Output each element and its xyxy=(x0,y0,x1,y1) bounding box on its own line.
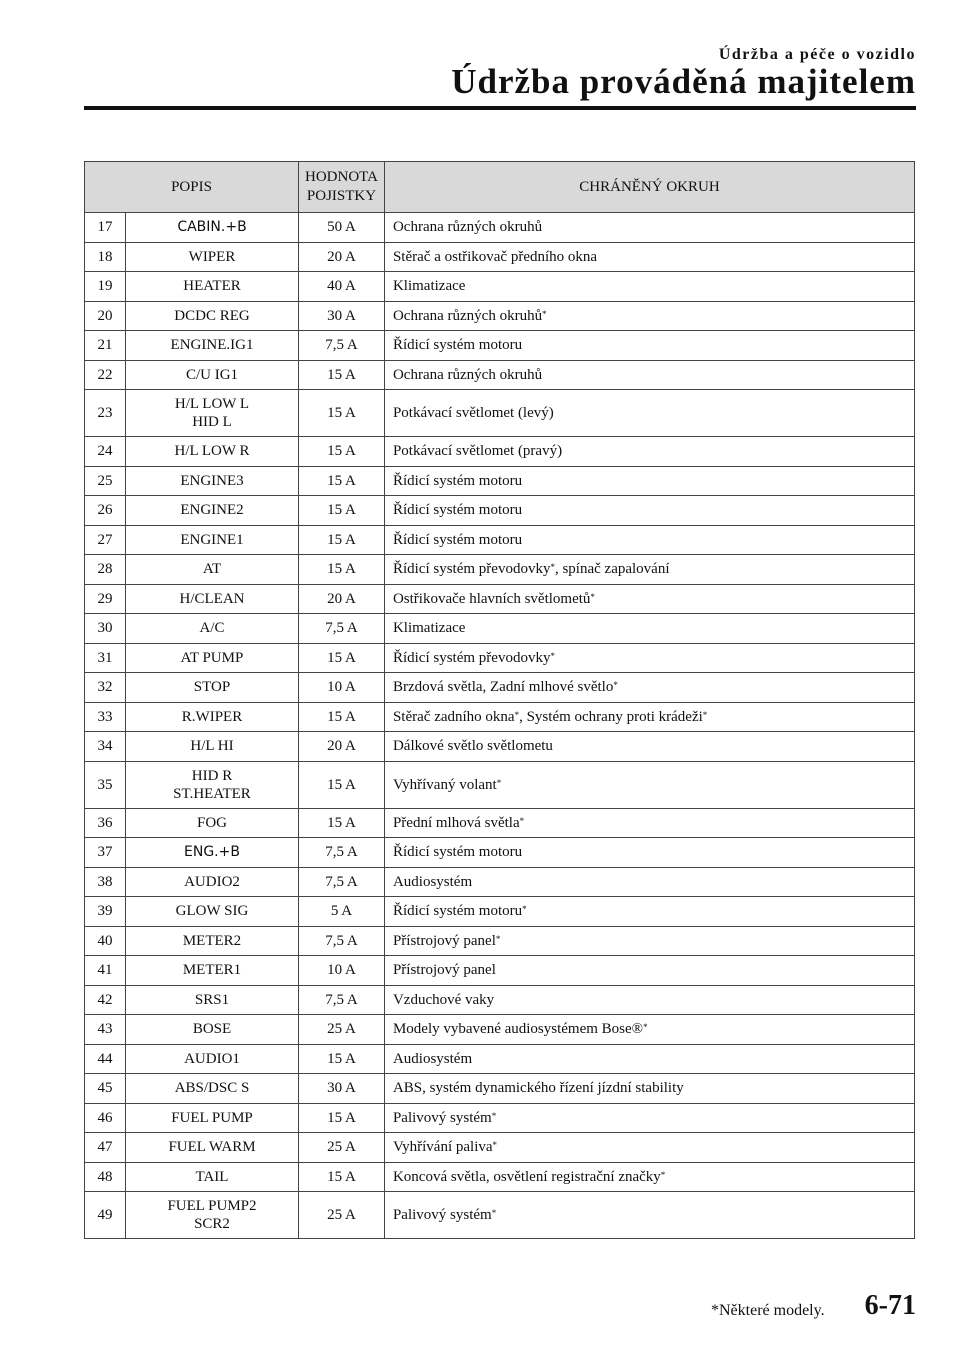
fuse-name: AT PUMP xyxy=(180,649,244,666)
circuit-text: Řídicí systém motoru xyxy=(392,844,523,861)
circuit-text: Audiosystém xyxy=(392,1050,473,1067)
fuse-name: GLOW SIG xyxy=(175,903,249,920)
fuse-name: HEATER xyxy=(183,278,241,295)
fuse-name: TAIL xyxy=(195,1168,229,1185)
protected-circuit-cell xyxy=(384,1015,914,1045)
protected-circuit-cell xyxy=(384,643,914,673)
table-row xyxy=(85,897,915,927)
fuse-rating-cell: 25 A xyxy=(299,1192,385,1239)
fuse-rating-cell: 15 A xyxy=(299,808,385,838)
fuse-name: METER1 xyxy=(182,962,242,979)
page-number: 6-71 xyxy=(864,1290,916,1321)
header-rule xyxy=(84,106,916,110)
protected-circuit-cell xyxy=(384,673,914,703)
fuse-description-cell xyxy=(126,838,299,868)
circuit-text: Přední mlhová světla xyxy=(392,814,520,831)
table-row xyxy=(85,956,915,986)
fuse-rating-cell: 7,5 A xyxy=(299,331,385,361)
table-row xyxy=(85,213,915,243)
protected-circuit-cell xyxy=(384,584,914,614)
table-row xyxy=(85,761,915,808)
fuse-rating-cell: 40 A xyxy=(299,272,385,302)
protected-circuit-cell xyxy=(384,1103,914,1133)
table-row xyxy=(85,702,915,732)
circuit-text: Klimatizace xyxy=(392,278,466,295)
circuit-text: Klimatizace xyxy=(392,620,466,637)
fuse-description-cell xyxy=(126,301,299,331)
column-header-circuit: CHRÁNĚNÝ OKRUH xyxy=(384,162,914,213)
fuse-description-cell xyxy=(126,1162,299,1192)
fuse-rating-cell: 15 A xyxy=(299,555,385,585)
fuse-number-cell: 42 xyxy=(85,985,126,1015)
fuse-description-cell xyxy=(126,466,299,496)
fuse-name: ENGINE2 xyxy=(180,502,244,519)
protected-circuit-cell xyxy=(384,1044,914,1074)
fuse-description-cell xyxy=(126,1133,299,1163)
fuse-description-cell xyxy=(126,496,299,526)
fuse-number-cell: 32 xyxy=(85,673,126,703)
circuit-text: ABS, systém dynamického řízení jízdní stability xyxy=(392,1080,684,1097)
fuse-rating-cell: 15 A xyxy=(299,525,385,555)
column-header-rating: HODNOTA POJISTKY xyxy=(299,162,385,213)
some-models-asterisk: * xyxy=(643,1022,648,1033)
protected-circuit-cell xyxy=(384,732,914,762)
page-title: Údržba prováděná majitelem xyxy=(451,62,916,101)
circuit-text: Řídicí systém motoru xyxy=(392,337,523,354)
fuse-number-cell: 35 xyxy=(85,761,126,808)
table-row xyxy=(85,1103,915,1133)
fuse-rating-cell: 20 A xyxy=(299,584,385,614)
protected-circuit-cell xyxy=(384,1192,914,1239)
table-row xyxy=(85,525,915,555)
fuse-name: SRS1 xyxy=(194,991,230,1008)
circuit-text: Ochrana různých okruhů xyxy=(392,219,543,236)
fuse-number-cell: 38 xyxy=(85,867,126,897)
fuse-description-cell xyxy=(126,437,299,467)
fuse-rating-cell: 15 A xyxy=(299,1162,385,1192)
protected-circuit-cell xyxy=(384,985,914,1015)
fuse-name: ENG.+B xyxy=(184,844,240,861)
fuse-name: CABIN.+B xyxy=(177,219,247,236)
table-row xyxy=(85,272,915,302)
fuse-rating-cell: 7,5 A xyxy=(299,985,385,1015)
fuse-name: A/C xyxy=(199,620,225,637)
table-row xyxy=(85,985,915,1015)
fuse-rating-cell: 5 A xyxy=(299,897,385,927)
fuse-description-cell xyxy=(126,272,299,302)
fuse-description-cell xyxy=(126,897,299,927)
fuse-description-cell xyxy=(126,390,299,437)
table-row xyxy=(85,242,915,272)
fuse-description-cell xyxy=(126,1192,299,1239)
some-models-asterisk: * xyxy=(514,709,520,720)
fuse-rating-cell: 10 A xyxy=(299,673,385,703)
table-row xyxy=(85,838,915,868)
fuse-name: H/L LOW L xyxy=(174,396,250,412)
protected-circuit-cell xyxy=(384,614,914,644)
fuse-rating-cell: 20 A xyxy=(299,242,385,272)
table-row xyxy=(85,1015,915,1045)
table-row xyxy=(85,732,915,762)
fuse-name: ABS/DSC S xyxy=(174,1080,250,1097)
fuse-number-cell: 44 xyxy=(85,1044,126,1074)
fuse-description-cell xyxy=(126,732,299,762)
some-models-asterisk: * xyxy=(702,709,708,720)
column-header-description: POPIS xyxy=(85,162,299,213)
circuit-text: Ochrana různých okruhů xyxy=(392,307,543,324)
fuse-number-cell: 31 xyxy=(85,643,126,673)
circuit-text: Stěrač a ostřikovač předního okna xyxy=(392,248,598,265)
section-title: Údržba a péče o vozidlo xyxy=(718,46,916,63)
fuse-name: FOG xyxy=(196,814,227,831)
circuit-text: Stěrač zadního okna xyxy=(392,708,515,725)
circuit-text: Přístrojový panel xyxy=(392,932,496,949)
table-row xyxy=(85,555,915,585)
fuse-description-cell xyxy=(126,614,299,644)
fuse-rating-cell: 7,5 A xyxy=(299,838,385,868)
circuit-text: Potkávací světlomet (levý) xyxy=(392,405,554,421)
protected-circuit-cell xyxy=(384,1133,914,1163)
fuse-rating-cell: 7,5 A xyxy=(299,867,385,897)
fuse-name: FUEL PUMP xyxy=(171,1109,253,1126)
fuse-number-cell: 45 xyxy=(85,1074,126,1104)
fuse-number-cell: 26 xyxy=(85,496,126,526)
fuse-rating-cell: 15 A xyxy=(299,496,385,526)
circuit-text: Řídicí systém motoru xyxy=(392,502,523,519)
fuse-description-cell xyxy=(126,702,299,732)
some-models-asterisk: * xyxy=(542,308,547,319)
circuit-text: Audiosystém xyxy=(392,873,473,890)
protected-circuit-cell xyxy=(384,761,914,808)
fuse-name-line2: HID L xyxy=(192,414,232,430)
table-row xyxy=(85,584,915,614)
fuse-number-cell: 33 xyxy=(85,702,126,732)
table-header-row xyxy=(85,162,915,213)
fuse-rating-cell: 30 A xyxy=(299,301,385,331)
fuse-description-cell xyxy=(126,1044,299,1074)
table-row xyxy=(85,301,915,331)
fuse-rating-cell: 20 A xyxy=(299,732,385,762)
fuse-number-cell: 30 xyxy=(85,614,126,644)
fuse-number-cell: 34 xyxy=(85,732,126,762)
fuse-number-cell: 19 xyxy=(85,272,126,302)
fuse-number-cell: 21 xyxy=(85,331,126,361)
some-models-asterisk: * xyxy=(550,650,555,661)
circuit-text: Koncová světla, osvětlení registrační značky xyxy=(392,1168,661,1185)
table-row xyxy=(85,1162,915,1192)
circuit-text: Modely vybavené audiosystémem Bose® xyxy=(392,1021,644,1038)
fuse-number-cell: 22 xyxy=(85,360,126,390)
fuse-description-cell xyxy=(126,555,299,585)
fuse-name: AUDIO1 xyxy=(184,1050,240,1067)
fuse-number-cell: 47 xyxy=(85,1133,126,1163)
protected-circuit-cell xyxy=(384,838,914,868)
protected-circuit-cell xyxy=(384,808,914,838)
fuse-rating-cell: 15 A xyxy=(299,702,385,732)
protected-circuit-cell xyxy=(384,331,914,361)
table-row xyxy=(85,466,915,496)
protected-circuit-cell xyxy=(384,301,914,331)
some-models-asterisk: * xyxy=(660,1169,666,1180)
fuse-rating-cell: 15 A xyxy=(299,1044,385,1074)
fuse-table xyxy=(84,161,915,1239)
protected-circuit-cell xyxy=(384,897,914,927)
fuse-description-cell xyxy=(126,1103,299,1133)
fuse-rating-cell: 7,5 A xyxy=(299,614,385,644)
fuse-name: HID R xyxy=(191,767,233,784)
table-row xyxy=(85,1192,915,1239)
circuit-text: Přístrojový panel xyxy=(392,962,496,979)
some-models-asterisk: * xyxy=(495,933,501,944)
protected-circuit-cell xyxy=(384,360,914,390)
fuse-number-cell: 39 xyxy=(85,897,126,927)
fuse-description-cell xyxy=(126,1074,299,1104)
fuse-description-cell xyxy=(126,867,299,897)
fuse-number-cell: 17 xyxy=(85,213,126,243)
fuse-name: H/L LOW R xyxy=(174,443,250,460)
fuse-description-cell xyxy=(126,213,299,243)
protected-circuit-cell xyxy=(384,213,914,243)
fuse-rating-cell: 15 A xyxy=(299,643,385,673)
table-row xyxy=(85,867,915,897)
table-row xyxy=(85,496,915,526)
fuse-name: WIPER xyxy=(188,248,236,265)
protected-circuit-cell xyxy=(384,525,914,555)
fuse-description-cell xyxy=(126,985,299,1015)
fuse-description-cell xyxy=(126,360,299,390)
table-row xyxy=(85,1044,915,1074)
fuse-number-cell: 27 xyxy=(85,525,126,555)
fuse-name: DCDC REG xyxy=(174,307,250,324)
fuse-number-cell: 25 xyxy=(85,466,126,496)
table-row xyxy=(85,390,915,437)
fuse-name: R.WIPER xyxy=(181,708,243,725)
protected-circuit-cell xyxy=(384,1162,914,1192)
fuse-name: ENGINE1 xyxy=(180,531,244,548)
fuse-rating-cell: 15 A xyxy=(299,466,385,496)
fuse-description-cell xyxy=(126,525,299,555)
table-row xyxy=(85,437,915,467)
fuse-description-cell xyxy=(126,761,299,808)
circuit-text: Brzdová světla, Zadní mlhové světlo xyxy=(392,679,614,696)
fuse-rating-cell: 7,5 A xyxy=(299,926,385,956)
fuse-description-cell xyxy=(126,584,299,614)
some-models-asterisk: * xyxy=(496,777,502,788)
table-row xyxy=(85,643,915,673)
fuse-number-cell: 23 xyxy=(85,390,126,437)
fuse-description-cell xyxy=(126,673,299,703)
protected-circuit-cell xyxy=(384,956,914,986)
protected-circuit-cell xyxy=(384,867,914,897)
protected-circuit-cell xyxy=(384,437,914,467)
fuse-number-cell: 36 xyxy=(85,808,126,838)
fuse-name-line2: SCR2 xyxy=(194,1216,230,1232)
fuse-rating-cell: 15 A xyxy=(299,390,385,437)
protected-circuit-cell xyxy=(384,1074,914,1104)
fuse-rating-cell: 15 A xyxy=(299,761,385,808)
fuse-name: ENGINE3 xyxy=(180,472,244,489)
fuse-number-cell: 40 xyxy=(85,926,126,956)
table-row xyxy=(85,1074,915,1104)
circuit-text-continued: , Systém ochrany proti krádeži xyxy=(519,708,703,725)
table-row xyxy=(85,808,915,838)
fuse-description-cell xyxy=(126,643,299,673)
circuit-text: Řídicí systém motoru xyxy=(392,903,523,920)
fuse-rating-cell: 25 A xyxy=(299,1133,385,1163)
fuse-name: BOSE xyxy=(192,1021,232,1038)
table-row xyxy=(85,1133,915,1163)
some-models-asterisk: * xyxy=(519,815,525,826)
fuse-number-cell: 41 xyxy=(85,956,126,986)
table-row xyxy=(85,673,915,703)
some-models-asterisk: * xyxy=(613,680,618,691)
fuse-number-cell: 37 xyxy=(85,838,126,868)
some-models-asterisk: * xyxy=(491,1208,497,1218)
circuit-text: Potkávací světlomet (pravý) xyxy=(392,443,563,460)
circuit-text: Řídicí systém motoru xyxy=(392,472,523,489)
fuse-number-cell: 18 xyxy=(85,242,126,272)
fuse-rating-cell: 10 A xyxy=(299,956,385,986)
circuit-text: Vyhřívání paliva xyxy=(392,1139,493,1156)
fuse-description-cell xyxy=(126,956,299,986)
some-models-asterisk: * xyxy=(492,1140,498,1151)
table-row xyxy=(85,331,915,361)
circuit-text-continued: , spínač zapalování xyxy=(554,561,670,578)
fuse-description-cell xyxy=(126,331,299,361)
fuse-name-line2: ST.HEATER xyxy=(173,785,251,802)
some-models-asterisk: * xyxy=(550,562,555,573)
protected-circuit-cell xyxy=(384,272,914,302)
some-models-asterisk: * xyxy=(590,591,595,602)
fuse-rating-cell: 30 A xyxy=(299,1074,385,1104)
fuse-description-cell xyxy=(126,242,299,272)
fuse-name: H/CLEAN xyxy=(179,590,245,607)
fuse-name: STOP xyxy=(193,679,231,696)
fuse-name: ENGINE.IG1 xyxy=(170,337,254,354)
fuse-description-cell xyxy=(126,926,299,956)
fuse-name: FUEL PUMP2 xyxy=(167,1198,257,1214)
fuse-name: AUDIO2 xyxy=(184,873,240,890)
fuse-name: FUEL WARM xyxy=(168,1139,256,1156)
fuse-name: METER2 xyxy=(182,932,242,949)
fuse-number-cell: 48 xyxy=(85,1162,126,1192)
circuit-text: Řídicí systém převodovky xyxy=(392,649,551,666)
circuit-text: Palivový systém xyxy=(392,1109,492,1126)
fuse-number-cell: 24 xyxy=(85,437,126,467)
table-row xyxy=(85,926,915,956)
fuse-number-cell: 43 xyxy=(85,1015,126,1045)
table-row xyxy=(85,614,915,644)
fuse-name: C/U IG1 xyxy=(185,366,239,383)
fuse-rating-cell: 15 A xyxy=(299,360,385,390)
fuse-rating-cell: 15 A xyxy=(299,437,385,467)
table-row xyxy=(85,360,915,390)
protected-circuit-cell xyxy=(384,496,914,526)
circuit-text: Řídicí systém převodovky xyxy=(392,561,551,578)
circuit-text: Vzduchové vaky xyxy=(392,991,495,1008)
protected-circuit-cell xyxy=(384,702,914,732)
circuit-text: Řídicí systém motoru xyxy=(392,531,523,548)
protected-circuit-cell xyxy=(384,555,914,585)
fuse-number-cell: 46 xyxy=(85,1103,126,1133)
fuse-number-cell: 29 xyxy=(85,584,126,614)
fuse-rating-cell: 25 A xyxy=(299,1015,385,1045)
protected-circuit-cell xyxy=(384,390,914,437)
fuse-rating-cell: 15 A xyxy=(299,1103,385,1133)
some-models-asterisk: * xyxy=(491,1110,497,1121)
fuse-number-cell: 49 xyxy=(85,1192,126,1239)
fuse-number-cell: 20 xyxy=(85,301,126,331)
circuit-text: Ostřikovače hlavních světlometů xyxy=(392,590,591,607)
circuit-text: Ochrana různých okruhů xyxy=(392,366,543,383)
circuit-text: Dálkové světlo světlometu xyxy=(392,738,553,755)
protected-circuit-cell xyxy=(384,466,914,496)
fuse-description-cell xyxy=(126,1015,299,1045)
fuse-number-cell: 28 xyxy=(85,555,126,585)
fuse-description-cell xyxy=(126,808,299,838)
protected-circuit-cell xyxy=(384,926,914,956)
fuse-name: AT xyxy=(202,561,222,578)
circuit-text: Vyhřívaný volant xyxy=(392,776,497,793)
fuse-name: H/L HI xyxy=(190,738,234,755)
circuit-text: Palivový systém xyxy=(392,1207,492,1223)
protected-circuit-cell xyxy=(384,242,914,272)
footnote: *Některé modely. xyxy=(711,1302,825,1319)
fuse-rating-cell: 50 A xyxy=(299,213,385,243)
some-models-asterisk: * xyxy=(522,904,527,915)
